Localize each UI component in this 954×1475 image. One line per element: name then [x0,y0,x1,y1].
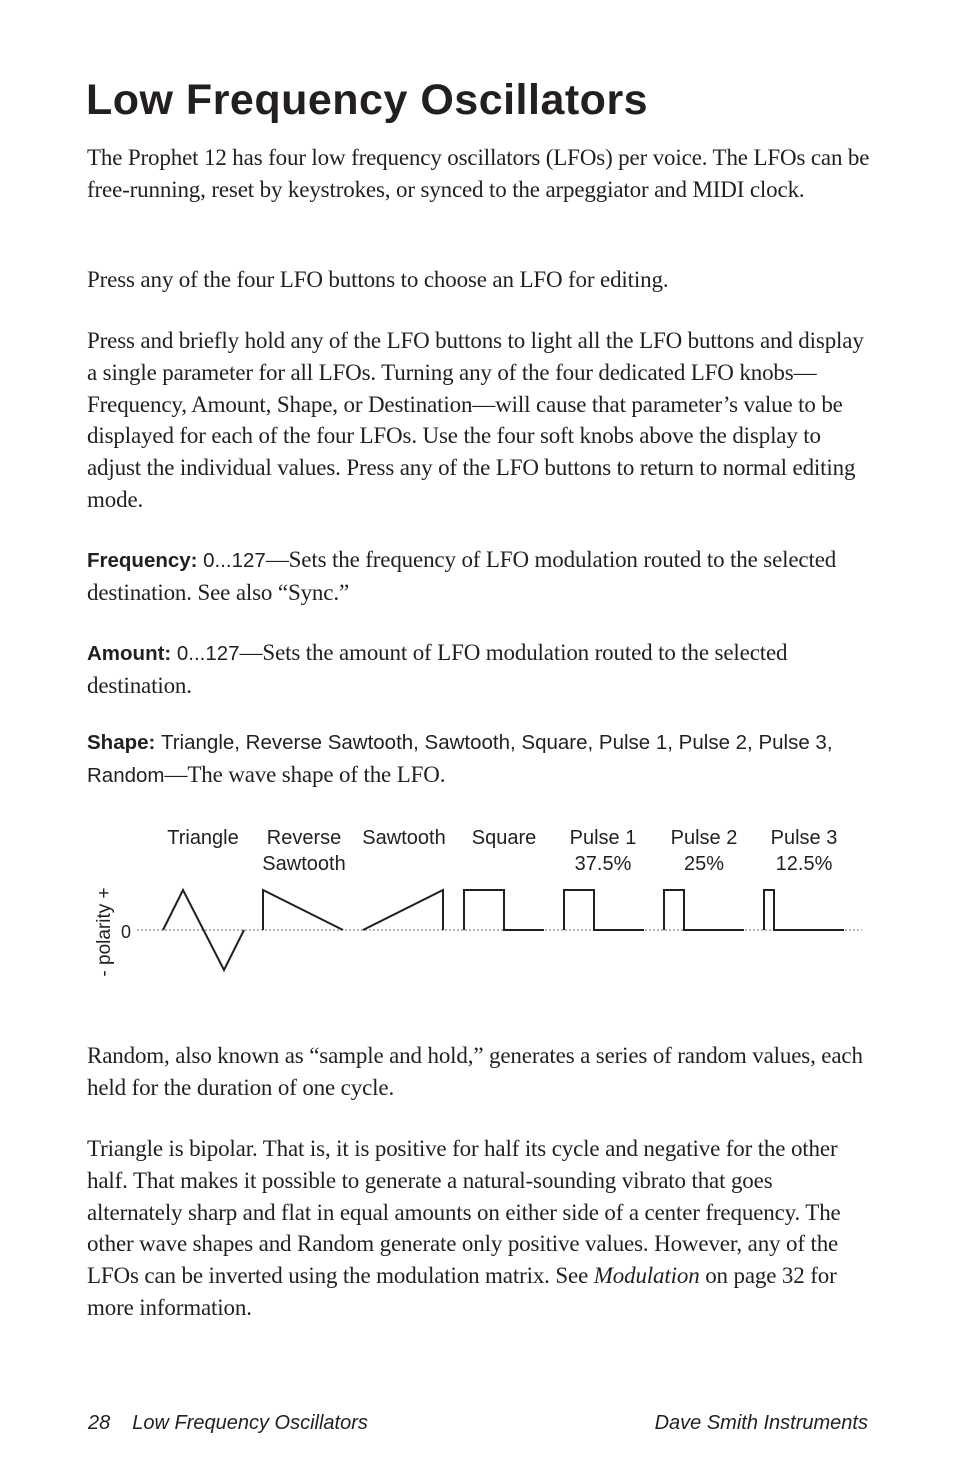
amount-label: Amount: [87,642,172,665]
frequency-description: —Sets the frequency of LFO modulation routed to the selected destination. See also “Sync.” [87,547,837,605]
shape-description: —The wave shape of the LFO. [164,761,446,787]
lfo-waveform-diagram [80,818,880,998]
footer-company: Dave Smith Instruments [654,1412,868,1434]
shape-sublabel-pulse-1: 37.5% [574,853,632,875]
triangle-waveform [163,890,244,970]
amount-paragraph [87,637,872,702]
sawtooth-waveform [363,890,443,930]
reverse-sawtooth-waveform [263,890,343,930]
press-paragraph: Press any of the four LFO buttons to choose an LFO for editing. [87,267,669,292]
shape-sublabel-pulse-2: 25% [683,853,725,875]
frequency-paragraph [87,544,872,609]
triangle-text-part1: Triangle is bipolar. That is, it is positive for half its cycle and negative for the other half. That makes it possible to generate a natural-sounding vibrato that goes alternately sharp and flat in equal amounts on either side of a center frequency. The other wave shapes and Random generate only positive values. However, any of the LFOs can be inverted using the modulation matrix. See [87,1136,841,1289]
footer-section-title: Low Frequency Oscillators [132,1412,368,1434]
shape-paragraph [87,726,872,792]
triangle-text-part2: on page 32 for more information. [87,1263,837,1320]
footer-page-number: 28 [88,1412,111,1434]
modulation-reference: Modulation [593,1263,700,1289]
polarity-axis-label: - polarity + [94,887,115,977]
shape-sublabel-reverse-sawtooth: Sawtooth [262,853,346,875]
shape-label: Shape: [87,731,156,754]
footer-left [88,1412,368,1435]
page-title: Low Frequency Oscillators [86,76,649,124]
frequency-label: Frequency: [87,549,198,572]
frequency-range: 0...127 [203,549,266,572]
shape-label-pulse-1: Pulse 1 [569,827,637,849]
random-paragraph: Random, also known as “sample and hold,” generates a series of random values, each held for the duration of one cycle. [87,1043,863,1100]
shape-label-sawtooth: Sawtooth [362,827,446,849]
pulse-2-waveform [664,890,744,930]
square-waveform [464,890,544,930]
shape-label-triangle: Triangle [167,827,239,849]
hold-paragraph: Press and briefly hold any of the LFO buttons to light all the LFO buttons and display a single parameter for all LFOs. Turning any of the four dedicated LFO knobs—Frequency, Amount, Shape, or Destination—will cause that parameter’s value to be displayed for each of the four LFOs. Use the four soft knobs above the display to adjust the individual values. Press any of the LFO buttons to return to normal editing mode. [87,328,864,512]
pulse-3-waveform [764,890,844,930]
shape-label-reverse-sawtooth: Reverse [266,827,342,849]
shape-sublabel-pulse-3: 12.5% [775,853,833,875]
zero-axis-label: 0 [120,922,132,942]
shape-range: Triangle, Reverse Sawtooth, Sawtooth, Square, Pulse 1, Pulse 2, Pulse 3, Random [87,731,833,787]
amount-description: —Sets the amount of LFO modulation routed to the selected destination. [87,640,788,698]
shape-label-pulse-2: Pulse 2 [670,827,738,849]
triangle-paragraph [87,1133,872,1324]
pulse-1-waveform [564,890,644,930]
amount-range: 0...127 [176,642,240,665]
shape-label-pulse-3: Pulse 3 [770,827,838,849]
intro-paragraph: The Prophet 12 has four low frequency oscillators (LFOs) per voice. The LFOs can be free-running, reset by keystrokes, or synced to the arpeggiator and MIDI clock. [87,145,870,202]
shape-label-square: Square [471,827,537,849]
